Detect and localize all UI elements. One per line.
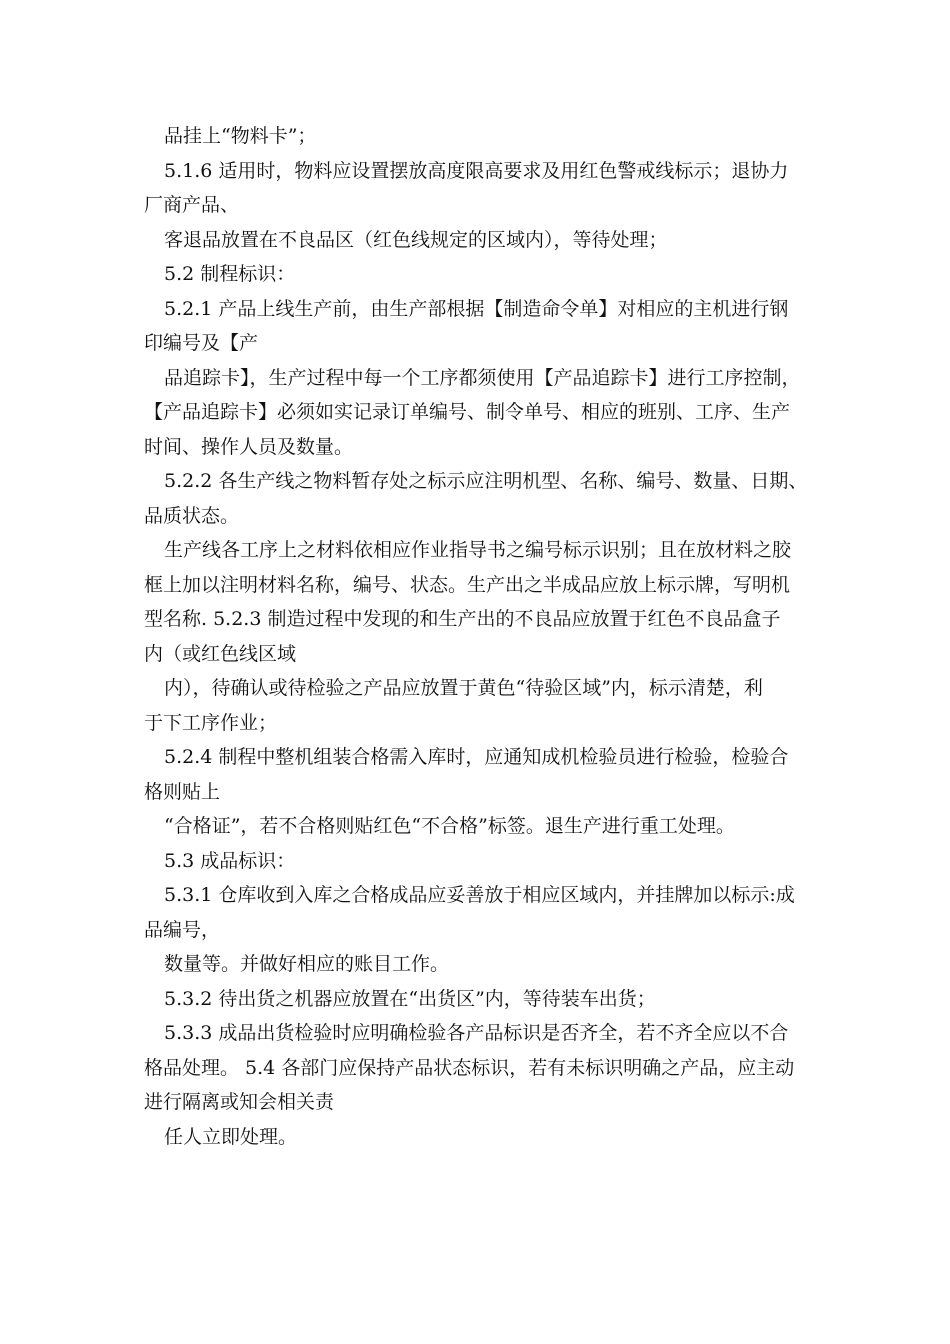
text-line: 型名称. 5.2.3 制造过程中发现的和生产出的不良品应放置于红色不良品盒子 bbox=[144, 608, 781, 630]
text-line: 内），待确认或待检验之产品应放置于黄色“待验区域”内，标示清楚，利 bbox=[164, 677, 763, 699]
text-line: 印编号及【产 bbox=[144, 332, 259, 354]
text-line: 格品处理。 5.4 各部门应保持产品状态标识，若有未标识明确之产品，应主动 bbox=[144, 1056, 795, 1079]
document-body bbox=[144, 119, 816, 1154]
text-line: 进行隔离或知会相关责 bbox=[144, 1091, 335, 1113]
text-line: 品编号， bbox=[144, 918, 221, 941]
text-line: 品质状态。 bbox=[144, 504, 240, 527]
text-line: 5.3.2 待出货之机器应放置在“出货区”内，等待装车出货； bbox=[164, 987, 656, 1010]
text-line: 内（或红色线区域 bbox=[144, 642, 297, 665]
text-line: 格则贴上 bbox=[144, 780, 221, 803]
section-heading: 5.3 成品标识： bbox=[164, 849, 296, 872]
section-heading: 5.2 制程标识： bbox=[164, 263, 296, 285]
text-line: 客退品放置在不良品区（红色线规定的区域内），等待处理； bbox=[164, 228, 668, 251]
text-line: 时间、操作人员及数量。 bbox=[144, 435, 354, 458]
text-line: 品追踪卡】，生产过程中每一个工序都须使用【产品追踪卡】进行工序控制， bbox=[164, 366, 801, 389]
text-line: 【产品追踪卡】必须如实记录订单编号、制令单号、相应的班别、工序、生产 bbox=[144, 401, 791, 423]
text-line: 5.3.1 仓库收到入库之合格成品应妥善放于相应区域内，并挂牌加以标示:成 bbox=[164, 884, 795, 906]
text-line: 于下工序作业； bbox=[144, 711, 278, 734]
text-line: 数量等。并做好相应的账目工作。 bbox=[164, 953, 450, 975]
text-line: 5.3.3 成品出货检验时应明确检验各产品标识是否齐全，若不齐全应以不合 bbox=[164, 1022, 789, 1044]
text-line: 5.1.6 适用时，物料应设置摆放高度限高要求及用红色警戒线标示；退协力 bbox=[164, 159, 789, 182]
text-line: 品挂上“物料卡”； bbox=[164, 125, 317, 147]
text-line: 厂商产品、 bbox=[144, 194, 240, 216]
text-line: 框上加以注明材料名称，编号、状态。生产出之半成品应放上标示牌，写明机 bbox=[144, 573, 791, 596]
text-line: 任人立即处理。 bbox=[164, 1125, 298, 1148]
text-line: 5.2.2 各生产线之物料暂存处之标示应注明机型、名称、编号、数量、日期、 bbox=[164, 470, 808, 492]
text-line: “合格证”，若不合格则贴红色“不合格”标签。退生产进行重工处理。 bbox=[164, 815, 735, 837]
text-line: 5.2.4 制程中整机组装合格需入库时，应通知成机检验员进行检验，检验合 bbox=[164, 746, 789, 768]
text-line: 生产线各工序上之材料依相应作业指导书之编号标示识别；且在放材料之胶 bbox=[164, 539, 792, 561]
text-line: 5.2.1 产品上线生产前，由生产部根据【制造命令单】对相应的主机进行钢 bbox=[164, 297, 789, 320]
